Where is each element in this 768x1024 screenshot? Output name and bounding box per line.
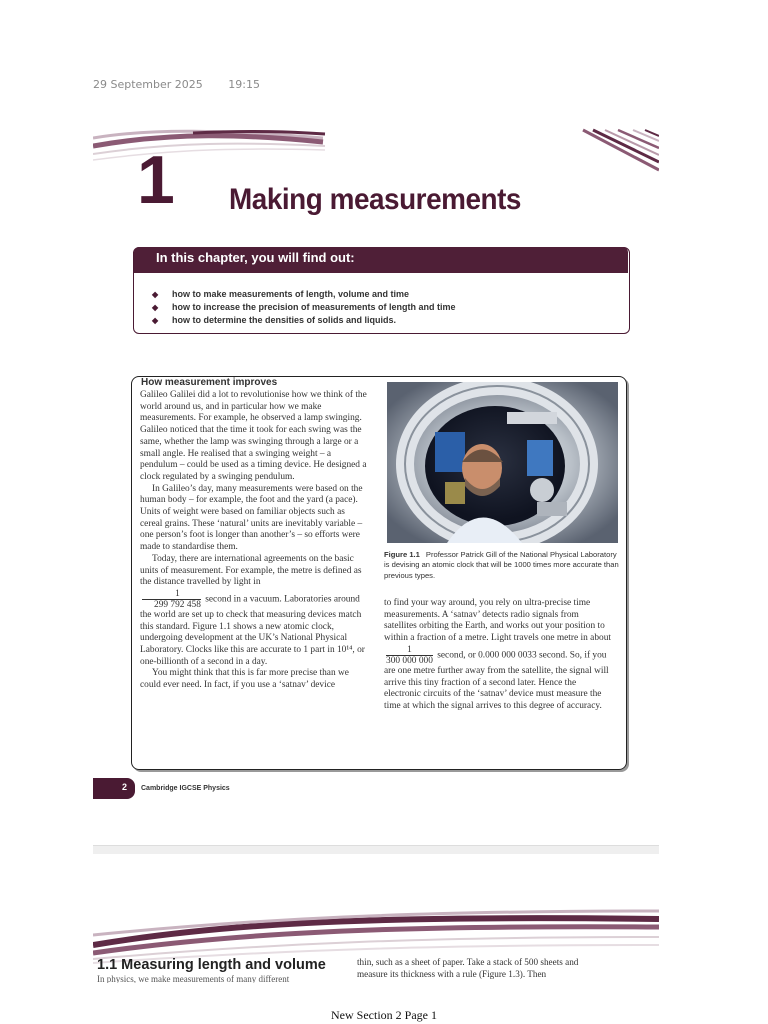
list-item bbox=[152, 314, 456, 327]
timestamp bbox=[93, 78, 282, 91]
find-out-list bbox=[152, 288, 456, 327]
fraction bbox=[386, 645, 433, 666]
article-heading: How measurement improves bbox=[141, 377, 278, 388]
paragraph: You might think that this is far more precise than we could ever need. In fact, if you use a ‘satnav’ device bbox=[140, 668, 349, 691]
list-item bbox=[152, 288, 456, 301]
paragraph bbox=[140, 554, 368, 669]
chapter-number: 1 bbox=[137, 142, 173, 218]
find-out-heading: In this chapter, you will find out: bbox=[156, 250, 355, 265]
figure-caption-text: Professor Patrick Gill of the National Physical Laboratory is devising an atomic clock that will be 1000 times more accurate than previous types. bbox=[384, 550, 619, 580]
find-out-item: how to increase the precision of measurements of length and time bbox=[172, 302, 456, 312]
chapter-title: Making measurements bbox=[229, 183, 521, 216]
paragraph: Galileo Galilei did a lot to revolutionise how we think of the world around us, and in particular how we make measurements. For example, he observed a lamp swinging. Galileo noticed that the time it took for each swing was the same, whether the lamp was swinging through a large or a small angle. He realised that a swinging weight – a pendulum – could be used as a timing device. He designed a clock regulated by a swinging pendulum. bbox=[140, 390, 367, 482]
find-out-item: how to determine the densities of solids and liquids. bbox=[172, 315, 397, 325]
fraction-denominator: 299 792 458 bbox=[154, 599, 201, 610]
paragraph-text: to find your way around, you rely on ultra-precise time measurements. A ‘satnav’ detects radio signals from satellites orbiting the Earth, and works out your position to within a fraction of a metre. Light travels one metre in about bbox=[384, 598, 612, 644]
notebook-page-label: New Section 2 Page 1 bbox=[331, 1008, 437, 1022]
article-left-column bbox=[140, 390, 368, 692]
fraction-denominator: 300 000 000 bbox=[386, 655, 433, 666]
paragraph-text: Today, there are international agreements on the basic units of measurement. For example, the metre is defined as the distance travelled by light in bbox=[140, 553, 362, 588]
page2-right-text: thin, such as a sheet of paper. Take a stack of 500 sheets and measure its thickness with a rule (Figure 1.3). Then bbox=[357, 957, 579, 979]
page-number-tab bbox=[93, 778, 135, 799]
fraction-numerator: 1 bbox=[142, 589, 201, 600]
atomic-clock-photo bbox=[387, 382, 618, 543]
figure-label: Figure 1.1 bbox=[384, 550, 420, 559]
find-out-item: how to make measurements of length, volume and time bbox=[172, 289, 410, 299]
section-title: 1.1 Measuring length and volume bbox=[97, 957, 326, 973]
article-right-column bbox=[384, 598, 612, 713]
bullet-icon: ◆ bbox=[152, 316, 159, 325]
page-number: 2 bbox=[122, 782, 128, 792]
fraction-numerator: 1 bbox=[386, 645, 433, 656]
paragraph-text: second, or 0.000 000 0033 second. So, if you are one metre further away from the satellite, the signal will arrive this tiny fraction of a second later. Hence the electronic circuits of the ‘satnav’ device must measure the time at which the signal arrives to this degree of accuracy. bbox=[384, 650, 609, 711]
paragraph bbox=[384, 598, 612, 713]
section-intro-text: In physics, we make measurements of many different bbox=[97, 975, 290, 983]
list-item bbox=[152, 301, 456, 314]
figure-caption bbox=[384, 550, 624, 581]
bullet-icon: ◆ bbox=[152, 303, 159, 312]
page-separator bbox=[93, 845, 659, 854]
header-swoosh-decoration bbox=[93, 128, 659, 178]
timestamp-time: 19:15 bbox=[228, 78, 260, 91]
paragraph: In Galileo’s day, many measurements were based on the human body – for example, the foot and the yard (a pace). Units of weight were based on familiar objects such as cereal grains. These ‘natural’ units are inevitably variable – one person’s foot is longer than another’s – so efforts were made to standardise them. bbox=[140, 483, 363, 553]
book-title: Cambridge IGCSE Physics bbox=[141, 785, 230, 792]
fraction bbox=[142, 589, 201, 610]
paragraph-text: second in a vacuum. Laboratories around the world are set up to check that measuring devices match this standard. Figure 1.1 shows a new atomic clock, undergoing development at the UK’s National Physical Laboratory. Clocks like this are accurate to 1 part in 10¹⁴, or one-billionth of a second in a day. bbox=[140, 594, 365, 667]
timestamp-date: 29 September 2025 bbox=[93, 78, 203, 91]
bullet-icon: ◆ bbox=[152, 290, 159, 299]
